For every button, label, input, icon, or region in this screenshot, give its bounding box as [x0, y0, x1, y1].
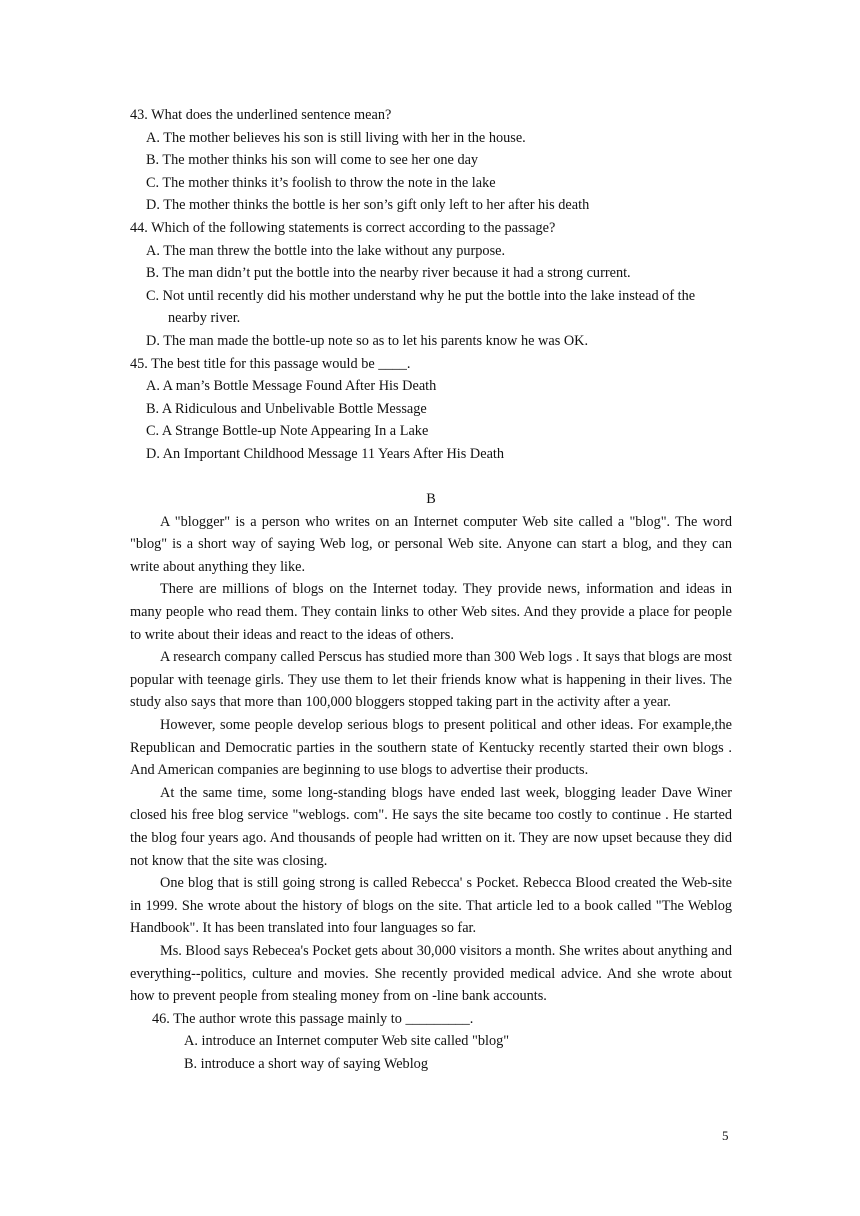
section-b-passage: [130, 511, 732, 1008]
question-45-stem: 45. The best title for this passage would be ____.: [130, 355, 411, 372]
question-44-option-c-continued: nearby river.: [168, 310, 241, 327]
blank-line: [130, 466, 732, 489]
question-46-option-a: A. introduce an Internet computer Web site called "blog": [184, 1033, 510, 1050]
question-46-stem: 46. The author wrote this passage mainly to _________.: [152, 1010, 474, 1027]
page-number: 5: [722, 1128, 729, 1143]
section-b-title: B: [426, 491, 436, 508]
question-45-option-c: C. A Strange Bottle-up Note Appearing In a Lake: [146, 423, 429, 440]
question-43-option-a: A. The mother believes his son is still living with her in the house.: [146, 129, 526, 146]
passage-paragraph: A "blogger" is a person who writes on an Internet computer Web site called a "blog". The word "blog" is a short way of saying Web log, or personal Web site. Anyone can start a blog, and they can write about anything they like.: [130, 513, 732, 575]
passage-paragraph: At the same time, some long-standing blogs have ended last week, blogging leader Dave Winer closed his free blog service "weblogs. com". He says the site became too costly to continue . He started the blog four years ago. And thousands of people had written on it. They are now upset because they did not know that the site was closing.: [130, 784, 732, 869]
passage-paragraph: A research company called Perscus has studied more than 300 Web logs . It says that blogs are most popular with teenage girls. They use them to let their friends know what is happening in their lives. The study also says that more than 100,000 bloggers stopped taking part in the activity after a year.: [130, 649, 732, 711]
question-44-option-a: A. The man threw the bottle into the lake without any purpose.: [146, 242, 506, 259]
question-45-option-d: D. An Important Childhood Message 11 Years After His Death: [146, 445, 505, 462]
passage-paragraph: However, some people develop serious blogs to present political and other ideas. For example,the Republican and Democratic parties in the southern state of Kentucky recently started their own blogs . And American companies are beginning to use blogs to advertise their products.: [130, 717, 732, 779]
passage-paragraph: There are millions of blogs on the Internet today. They provide news, information and ideas in many people who read them. They contain links to other Web sites. And they provide a place for people to write about their ideas and react to the ideas of others.: [130, 581, 732, 643]
question-44-stem: 44. Which of the following statements is correct according to the passage?: [130, 219, 556, 236]
question-44-option-c: C. Not until recently did his mother understand why he put the bottle into the lake instead of the: [146, 287, 696, 304]
question-43-stem: 43. What does the underlined sentence mean?: [130, 107, 392, 123]
question-43-option-c: C. The mother thinks it’s foolish to throw the note in the lake: [146, 174, 496, 191]
question-43-option-b: B. The mother thinks his son will come to see her one day: [146, 152, 479, 169]
question-45-option-a: A. A man’s Bottle Message Found After His Death: [146, 378, 437, 395]
question-44-option-d: D. The man made the bottle-up note so as to let his parents know he was OK.: [146, 332, 589, 349]
document-page: [130, 104, 732, 1076]
passage-paragraph: One blog that is still going strong is called Rebecca' s Pocket. Rebecca Blood created the Web-site in 1999. She wrote about the history of blogs on the site. That article led to a book called "The Weblog Handbook". It has been translated into four languages so far.: [130, 875, 732, 937]
question-43-option-d: D. The mother thinks the bottle is her son’s gift only left to her after his death: [146, 197, 590, 214]
question-44-option-b: B. The man didn’t put the bottle into the nearby river because it had a strong current.: [146, 265, 631, 282]
question-46-option-b: B. introduce a short way of saying Weblog: [184, 1055, 428, 1072]
question-45-option-b: B. A Ridiculous and Unbelivable Bottle Message: [146, 400, 427, 417]
passage-paragraph: Ms. Blood says Rebecea's Pocket gets about 30,000 visitors a month. She writes about anything and everything--politics, culture and movies. She recently provided medical advice. And she wrote about how to prevent people from stealing money from on -line bank accounts.: [130, 942, 732, 1005]
